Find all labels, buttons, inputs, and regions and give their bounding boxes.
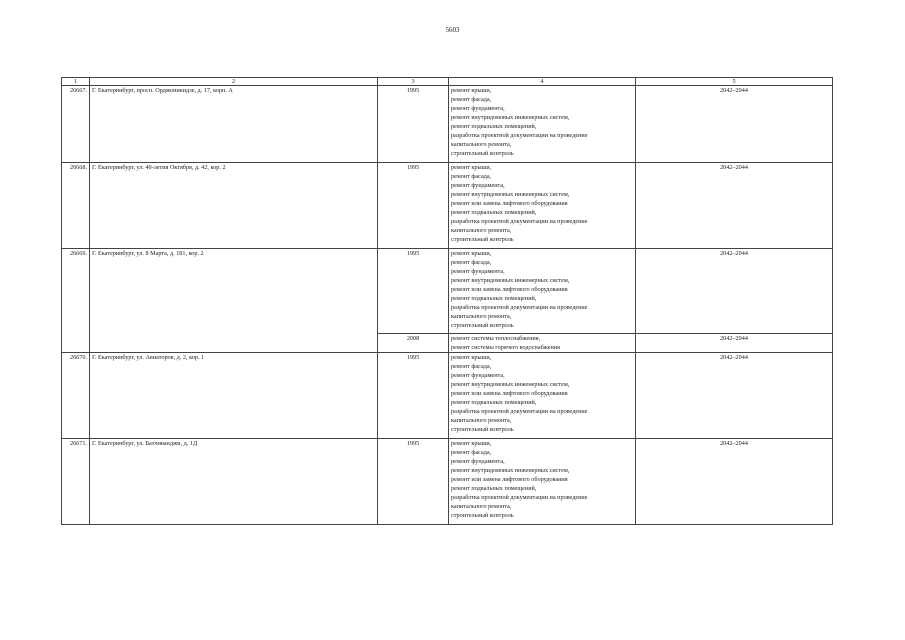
row-period: 2042–2044 (636, 334, 833, 353)
row-period: 2042–2044 (636, 86, 833, 163)
row-number: 26667. (62, 86, 90, 163)
row-address: Г. Екатеринбург, ул. 40-летия Октября, д. 42, кор. 2 (90, 163, 378, 249)
column-number-row (62, 78, 833, 86)
row-works (449, 334, 636, 353)
row-year: 1995 (378, 249, 449, 334)
work-item: ремонт фундамента, (451, 372, 505, 379)
work-item: ремонт внутридомовых инженерных систем, (451, 381, 570, 388)
row-number: 26671. (62, 439, 90, 525)
work-item: ремонт фундамента, (451, 182, 505, 189)
work-item: капитального ремонта, (451, 141, 512, 148)
row-number: 26669. (62, 249, 90, 353)
work-item: ремонт внутридомовых инженерных систем, (451, 277, 570, 284)
work-item: ремонт фасада, (451, 449, 492, 456)
work-item: строительный контроль (451, 512, 514, 519)
page-number: 5603 (445, 26, 460, 34)
work-item: ремонт внутридомовых инженерных систем, (451, 114, 570, 121)
work-item: ремонт фасада, (451, 173, 492, 180)
row-period: 2042–2044 (636, 353, 833, 439)
row-works (449, 163, 636, 249)
row-works (449, 86, 636, 163)
repair-register-table (61, 77, 833, 525)
work-item: ремонт крыши, (451, 354, 492, 361)
row-address: Г. Екатеринбург, просп. Орджоникидзе, д. 17, корп. А (90, 86, 378, 163)
work-item: разработка проектной документации на проведение (451, 494, 588, 501)
work-item: ремонт подвальных помещений, (451, 485, 537, 492)
work-item: ремонт или замена лифтового оборудования (451, 200, 568, 207)
row-year: 1995 (378, 439, 449, 525)
row-year: 2008 (378, 334, 449, 353)
row-number: 26670. (62, 353, 90, 439)
work-item: ремонт внутридомовых инженерных систем, (451, 467, 570, 474)
column-header-1: 1 (62, 78, 90, 86)
work-item: ремонт фасада, (451, 259, 492, 266)
work-item: строительный контроль (451, 426, 514, 433)
row-address: Г. Екатеринбург, ул. Авиаторов, д. 2, кор. 1 (90, 353, 378, 439)
row-year: 1995 (378, 353, 449, 439)
row-works (449, 249, 636, 334)
row-address: Г. Екатеринбург, ул. Бахчиванджи, д. 1Д (90, 439, 378, 525)
table-row (62, 86, 833, 163)
work-item: ремонт крыши, (451, 250, 492, 257)
work-item: разработка проектной документации на проведение (451, 132, 588, 139)
column-header-2: 2 (90, 78, 378, 86)
row-works (449, 353, 636, 439)
work-item: капитального ремонта, (451, 503, 512, 510)
work-item: строительный контроль (451, 236, 514, 243)
work-item: ремонт подвальных помещений, (451, 295, 537, 302)
table-row (62, 353, 833, 439)
column-header-3: 3 (378, 78, 449, 86)
work-item: ремонт подвальных помещений, (451, 399, 537, 406)
work-item: ремонт крыши, (451, 440, 492, 447)
work-item: разработка проектной документации на проведение (451, 218, 588, 225)
work-item: ремонт или замена лифтового оборудования (451, 476, 568, 483)
work-item: ремонт или замена лифтового оборудования (451, 390, 568, 397)
row-period: 2042–2044 (636, 249, 833, 334)
work-item: ремонт или замена лифтового оборудования (451, 286, 568, 293)
work-item: ремонт подвальных помещений, (451, 209, 537, 216)
work-item: разработка проектной документации на проведение (451, 304, 588, 311)
row-period: 2042–2044 (636, 439, 833, 525)
work-item: строительный контроль (451, 150, 514, 157)
table-row (62, 249, 833, 334)
work-item: ремонт фундамента, (451, 105, 505, 112)
work-item: ремонт фундамента, (451, 268, 505, 275)
work-item: ремонт фасада, (451, 96, 492, 103)
row-address: Г. Екатеринбург, ул. 8 Марта, д. 181, кор. 2 (90, 249, 378, 353)
work-item: ремонт системы теплоснабжения, (451, 335, 541, 342)
row-period: 2042–2044 (636, 163, 833, 249)
work-item: капитального ремонта, (451, 417, 512, 424)
row-year: 1995 (378, 163, 449, 249)
work-item: ремонт системы горячего водоснабжения (451, 344, 560, 351)
row-number: 26668. (62, 163, 90, 249)
row-year: 1995 (378, 86, 449, 163)
row-works (449, 439, 636, 525)
work-item: ремонт подвальных помещений, (451, 123, 537, 130)
work-item: ремонт фундамента, (451, 458, 505, 465)
work-item: ремонт крыши, (451, 87, 492, 94)
column-header-5: 5 (636, 78, 833, 86)
work-item: капитального ремонта, (451, 313, 512, 320)
work-item: ремонт внутридомовых инженерных систем, (451, 191, 570, 198)
column-header-4: 4 (449, 78, 636, 86)
table-row (62, 439, 833, 525)
work-item: разработка проектной документации на проведение (451, 408, 588, 415)
work-item: капитального ремонта, (451, 227, 512, 234)
work-item: ремонт крыши, (451, 164, 492, 171)
work-item: строительный контроль (451, 322, 514, 329)
work-item: ремонт фасада, (451, 363, 492, 370)
table-row (62, 163, 833, 249)
